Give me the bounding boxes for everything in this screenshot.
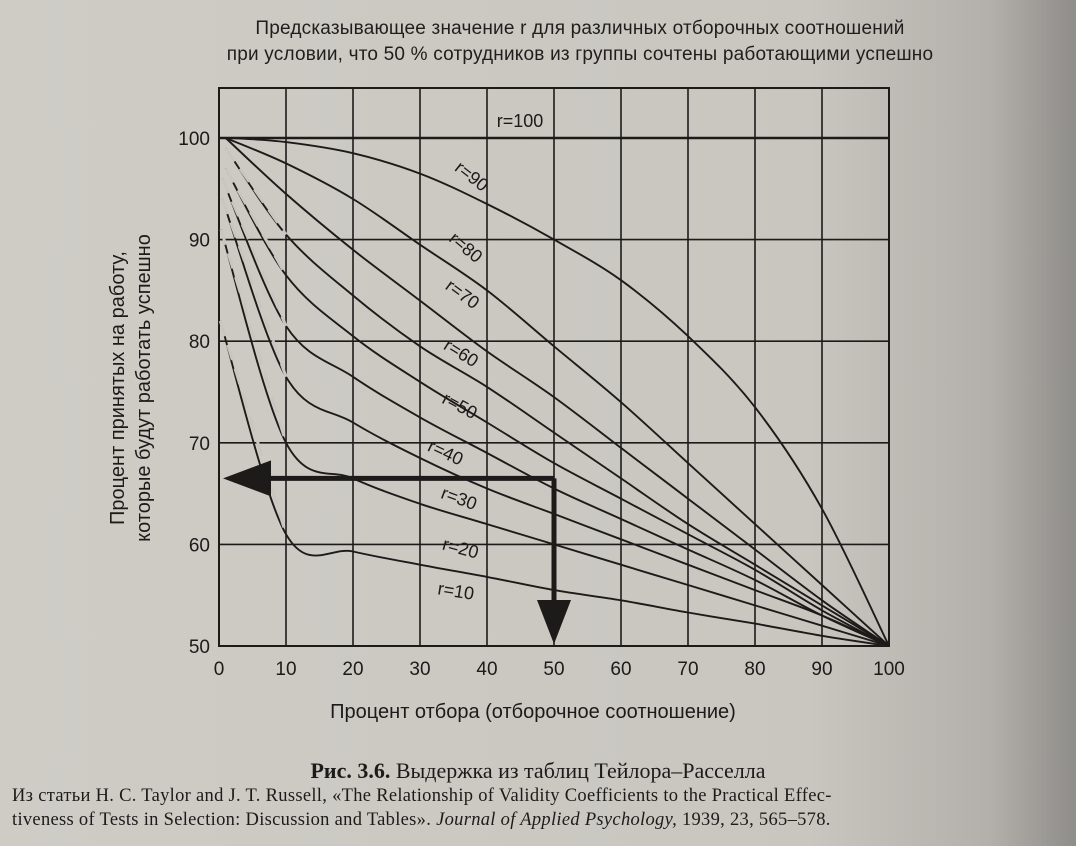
- y-axis-label-line-1: Процент принятых на работу,: [107, 251, 129, 525]
- arrow-left-head: [223, 460, 271, 496]
- figure-caption-text: Выдержка из таблиц Тейлора–Расселла: [395, 758, 766, 783]
- series-label-r70: r=70: [441, 275, 484, 313]
- series-label-r80: r=80: [445, 228, 487, 267]
- y-tick-label: 50: [188, 637, 210, 658]
- source-line-2-prefix: tiveness of Tests in Selection: Discussion and Tables».: [12, 810, 432, 830]
- series-label-r40: r=40: [424, 435, 467, 470]
- x-tick-label: 20: [342, 659, 364, 680]
- x-tick-label: 30: [409, 659, 431, 680]
- chart-title-line-1: Предсказывающее значение r для различных отборочных соотношений: [255, 18, 905, 39]
- series-line-r60: [226, 148, 889, 646]
- series-label-r60: r=60: [440, 334, 482, 372]
- x-tick-label: 60: [610, 659, 632, 680]
- x-tick-label: 40: [476, 659, 498, 680]
- x-tick-label: 100: [873, 659, 905, 680]
- source-line-1: Из статьи H. C. Taylor and J. T. Russell, «The Relationship of Validity Coefficients to the Practical Effec-: [12, 786, 832, 806]
- x-tick-label: 90: [811, 659, 833, 680]
- y-tick-label: 90: [188, 230, 210, 252]
- series-line-r90: [232, 138, 889, 646]
- figure-source: [12, 784, 1072, 832]
- figure-caption-label: Рис. 3.6.: [310, 758, 391, 783]
- x-tick-label: 0: [213, 659, 225, 680]
- y-tick-label: 60: [188, 535, 210, 557]
- source-line-2: [12, 808, 1072, 832]
- x-tick-label: 80: [744, 659, 766, 680]
- x-tick-label: 70: [677, 659, 699, 680]
- series-label-r100: r=100: [496, 111, 544, 131]
- x-axis-label: Процент отбора (отборочное соотношение): [330, 701, 736, 723]
- chart-title-line-2: при условии, что 50 % сотрудников из группы сочтены работающими успешно: [226, 44, 934, 65]
- y-tick-label: 80: [188, 332, 210, 354]
- series-line-r70: [226, 138, 889, 646]
- x-tick-label: 10: [275, 659, 297, 680]
- arrow-down-head: [537, 600, 571, 644]
- source-line-2-suffix: 1939, 23, 565–578.: [681, 810, 831, 830]
- y-tick-label: 70: [188, 433, 210, 455]
- series-label-r90: r=90: [451, 157, 493, 196]
- y-tick-label: 100: [178, 129, 210, 150]
- series-label-r10: r=10: [436, 578, 476, 604]
- series-label-r20: r=20: [440, 533, 481, 563]
- series-line-r80: [226, 138, 889, 646]
- x-tick-label: 50: [543, 659, 565, 680]
- figure-caption: [0, 758, 1076, 784]
- y-axis-label-line-2: которые будут работать успешно: [133, 234, 155, 542]
- series-label-r50: r=50: [438, 388, 481, 424]
- source-journal: Journal of Applied Psychology,: [436, 810, 677, 830]
- series-label-r30: r=30: [438, 482, 480, 515]
